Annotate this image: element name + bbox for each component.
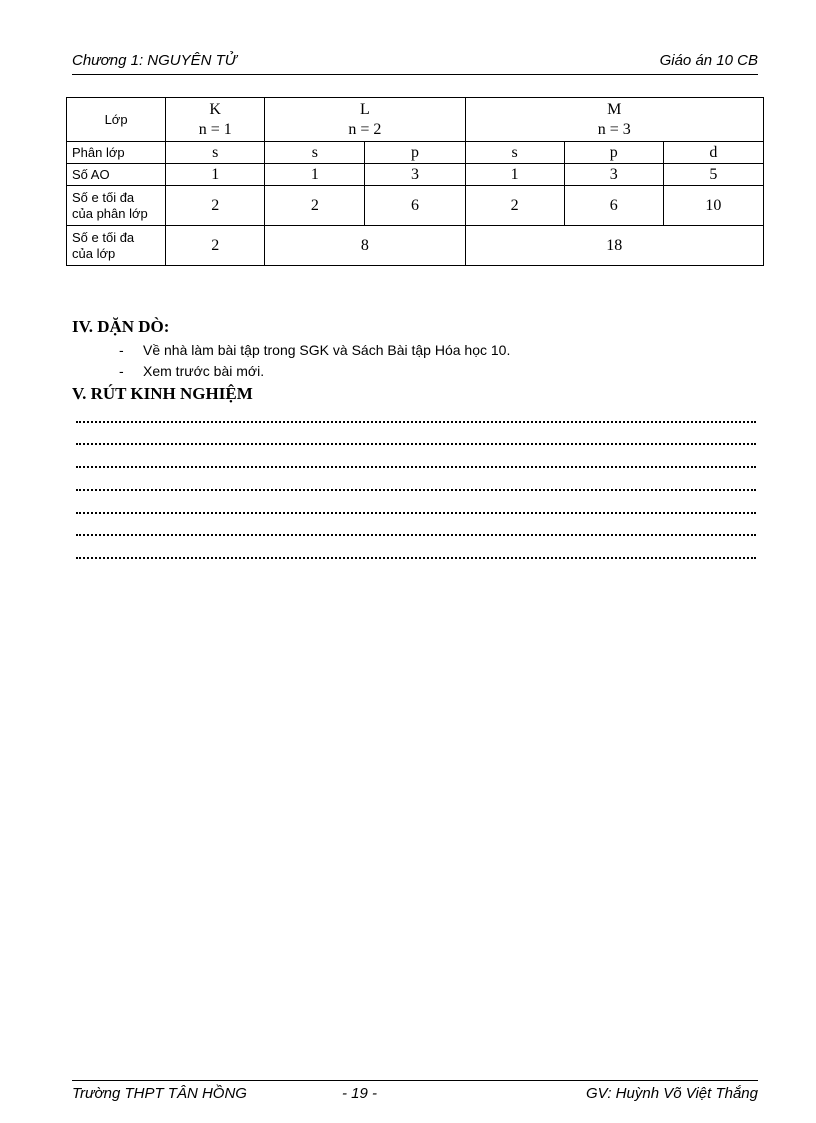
shell-k-n: n = 1: [198, 120, 232, 138]
table-cell: 3: [564, 164, 663, 186]
shell-k: [166, 98, 265, 142]
table-cell: 2: [465, 186, 564, 226]
table-cell: 2: [166, 186, 265, 226]
page-header: [72, 50, 758, 75]
section-homework-title: IV. DẶN DÒ:: [72, 317, 170, 336]
table-cell: 5: [663, 164, 763, 186]
table-cell: 1: [166, 164, 265, 186]
table-cell: s: [166, 142, 265, 164]
table-cell: 2: [166, 226, 265, 266]
course-title: Giáo án 10 CB: [659, 52, 758, 69]
table-cell: p: [365, 142, 465, 164]
col-label: Lớp: [67, 98, 166, 142]
row-label: [67, 226, 166, 266]
row-label: [67, 186, 166, 226]
row-label: Phân lớp: [67, 142, 166, 164]
table-cell: 2: [265, 186, 365, 226]
row-label-line2: của phân lớp: [72, 205, 148, 221]
dotted-line: [76, 487, 756, 491]
table-cell: 6: [564, 186, 663, 226]
shell-l: [265, 98, 465, 142]
section-review-title: V. RÚT KINH NGHIỆM: [72, 384, 253, 403]
list-item: [119, 363, 264, 379]
row-label-line1: Số e tối đa: [72, 229, 135, 245]
shell-l-name: L: [360, 100, 370, 118]
row-label-line1: Số e tối đa: [72, 189, 135, 205]
shell-m: [465, 98, 763, 142]
bullet-dash: -: [119, 342, 124, 358]
row-label-line2: của lớp: [72, 245, 116, 261]
table-cell: 8: [265, 226, 465, 266]
table-row: [67, 98, 764, 142]
school-name: Trường THPT TÂN HỒNG: [72, 1085, 247, 1102]
table-cell: 18: [465, 226, 763, 266]
table-cell: d: [663, 142, 763, 164]
teacher-name: GV: Huỳnh Võ Việt Thắng: [585, 1085, 758, 1102]
table-cell: 1: [465, 164, 564, 186]
dotted-line: [76, 441, 756, 445]
table-row: [67, 164, 764, 186]
shell-l-n: n = 2: [348, 120, 382, 138]
dotted-line: [76, 510, 756, 514]
table-cell: 1: [265, 164, 365, 186]
table-cell: 6: [365, 186, 465, 226]
table-row: [67, 226, 764, 266]
dotted-line: [76, 419, 756, 423]
dotted-line: [76, 464, 756, 468]
table-cell: 3: [365, 164, 465, 186]
list-item-text: Xem trước bài mới.: [143, 363, 265, 379]
list-item-text: Về nhà làm bài tập trong SGK và Sách Bài tập Hóa học 10.: [143, 342, 511, 358]
list-item: [119, 342, 510, 358]
table-cell: s: [465, 142, 564, 164]
table-row: [67, 186, 764, 226]
row-label: Số AO: [67, 164, 166, 186]
shell-m-n: n = 3: [597, 120, 631, 138]
shell-m-name: M: [607, 100, 622, 118]
dotted-line: [76, 532, 756, 536]
shell-k-name: K: [209, 100, 221, 118]
table-row: [67, 142, 764, 164]
bullet-dash: -: [119, 363, 124, 379]
orbital-table: [66, 97, 764, 266]
chapter-title: Chương 1: NGUYÊN TỬ: [72, 52, 237, 69]
page-footer: [72, 1080, 758, 1107]
page-number: - 19 -: [342, 1085, 378, 1102]
dotted-line: [76, 555, 756, 559]
table-cell: 10: [663, 186, 763, 226]
table-cell: s: [265, 142, 365, 164]
table-cell: p: [564, 142, 663, 164]
